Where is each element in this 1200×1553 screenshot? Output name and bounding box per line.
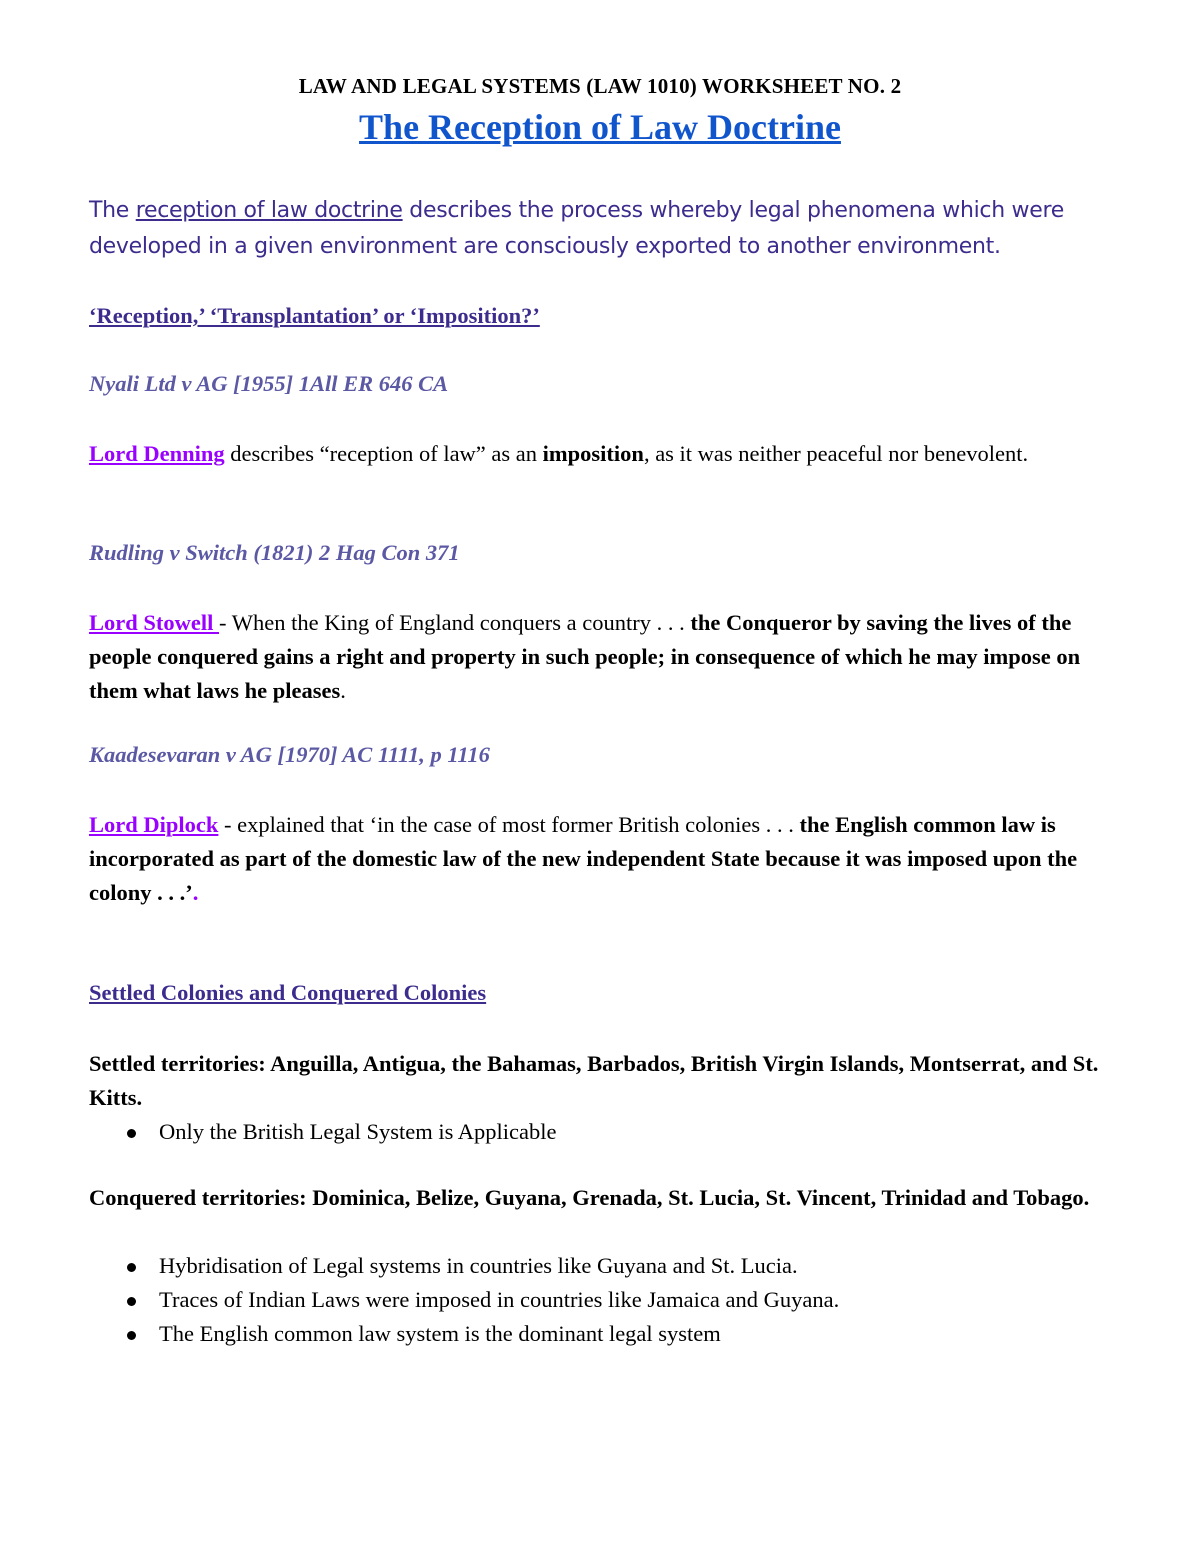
bullet-icon [127,1263,136,1272]
case-citation-kaadesevaran: Kaadesevaran v AG [1970] AC 1111, p 1116 [89,742,490,767]
page-title: The Reception of Law Doctrine [359,107,841,147]
case-paragraph-diplock [89,808,1129,910]
case-paragraph-denning [89,437,1129,471]
conquered-bullet-list [89,1249,1129,1351]
section-heading-colonies: Settled Colonies and Conquered Colonies [89,980,487,1005]
judge-link-diplock[interactable]: Lord Diplock [89,812,219,837]
judge-link-denning[interactable]: Lord Denning [89,441,225,466]
settled-territories-label: Settled territories: Anguilla, Antigua, the Bahamas, Barbados, British Virgin Islands, Montserrat, and St. Kitts. [89,1051,1099,1110]
list-item-text: Only the British Legal System is Applicable [159,1119,557,1144]
intro-pre: The [89,198,136,223]
worksheet-header: LAW AND LEGAL SYSTEMS (LAW 1010) WORKSHEET NO. 2 [298,74,902,98]
conquered-territories-label: Conquered territories: Dominica, Belize, Guyana, Grenada, St. Lucia, St. Vincent, Trinidad and Tobago. [89,1185,1090,1210]
intro-post: describes the process whereby legal phenomena which were developed in a given environment are consciously exported to another environment. [89,198,1064,259]
case-citation-rudling: Rudling v Switch (1821) 2 Hag Con 371 [89,540,460,565]
settled-bullet-list [89,1115,1129,1149]
diplock-text-a: - explained that ‘in the case of most former British colonies . . . [218,812,800,837]
denning-text-b: , as it was neither peaceful nor benevolent. [643,441,1029,466]
list-item-text: The English common law system is the dominant legal system [159,1321,721,1346]
bullet-icon [127,1331,136,1340]
list-item [89,1317,1129,1351]
diplock-bold: the English common law is incorporated as part of the domestic law of the new independent State because it was imposed upon the colony . . .’ [89,812,1078,905]
list-item [89,1115,1129,1149]
judge-link-stowell[interactable]: Lord Stowell [89,610,220,635]
stowell-text-a: - When the King of England conquers a country . . . [219,610,691,635]
denning-text-a: describes “reception of law” as an [224,441,543,466]
bullet-icon [127,1129,136,1138]
case-paragraph-stowell [89,606,1129,708]
list-item-text: Traces of Indian Laws were imposed in countries like Jamaica and Guyana. [159,1287,840,1312]
bullet-icon [127,1297,136,1306]
section-heading-reception: ‘Reception,’ ‘Transplantation’ or ‘Imposition?’ [89,303,540,328]
list-item [89,1283,1129,1317]
stowell-bold: the Conqueror by saving the lives of the people conquered gains a right and property in such people; in consequence of which he may impose on them what laws he pleases [89,610,1081,703]
list-item [89,1249,1129,1283]
denning-bold: imposition [542,441,644,466]
list-item-text: Hybridisation of Legal systems in countries like Guyana and St. Lucia. [159,1253,798,1278]
case-citation-nyali: Nyali Ltd v AG [1955] 1All ER 646 CA [89,371,449,396]
intro-paragraph [89,193,1129,265]
diplock-end: . [192,880,199,905]
stowell-text-b: . [340,678,346,703]
intro-term: reception of law doctrine [135,198,403,223]
